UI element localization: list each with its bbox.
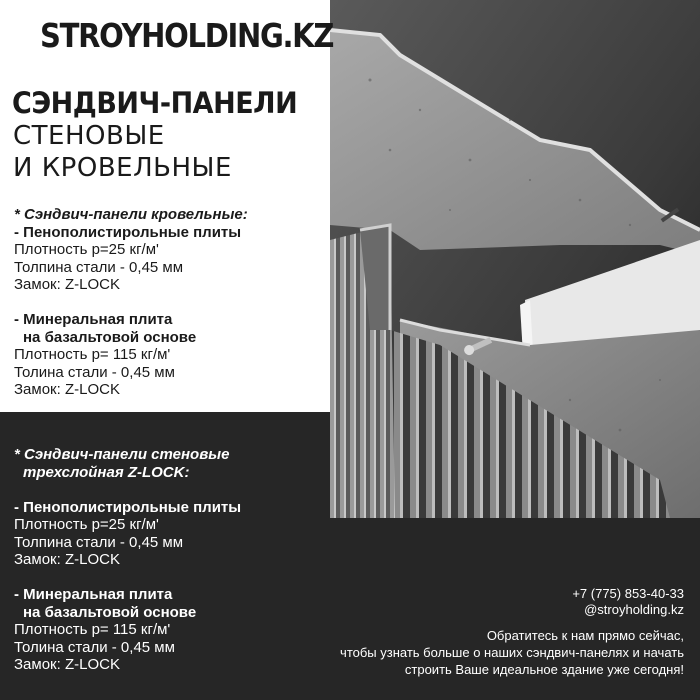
wall-mineral-steel: Толина стали - 0,45 мм xyxy=(14,638,175,656)
spacer xyxy=(14,294,248,312)
phone-number[interactable]: +7 (775) 853-40-33 xyxy=(572,586,684,601)
roof-eps-lock: Замок: Z-LOCK xyxy=(14,276,120,293)
wall-heading: * Сэндвич-панели стеновые xyxy=(14,446,230,463)
instagram-handle[interactable]: @stroyholding.kz xyxy=(584,602,684,617)
headline-title: СЭНДВИЧ-ПАНЕЛИ xyxy=(12,86,298,120)
wall-eps-steel: Толпина стали - 0,45 мм xyxy=(14,533,184,551)
roof-mineral-title: - Минеральная плита xyxy=(14,311,173,328)
wall-mineral-title-2: на базальтовой основе xyxy=(23,603,197,621)
roof-mineral-density: Плотность p= 115 кг/м' xyxy=(14,346,171,363)
wall-mineral-lock: Замок: Z-LOCK xyxy=(14,656,120,673)
cta-line-1: Обратитесь к нам прямо сейчас, xyxy=(486,628,684,643)
roof-eps-steel: Толпина стали - 0,45 мм xyxy=(14,258,184,276)
wall-eps-density: Плотность p=25 кг/м' xyxy=(14,516,159,533)
roof-mineral-title-2: на базальтовой основе xyxy=(23,328,197,346)
spacer xyxy=(14,569,241,587)
wall-mineral-density: Плотность p= 115 кг/м' xyxy=(14,621,171,638)
call-to-action xyxy=(340,627,684,678)
roof-heading: * Сэндвич-панели кровельные: xyxy=(14,206,248,223)
headline-subtitle-2: И КРОВЕЛЬНЫЕ xyxy=(13,153,232,183)
wall-eps-lock: Замок: Z-LOCK xyxy=(14,551,120,568)
cta-line-2: чтобы узнать больше о наших сэндвич-панелях и начать xyxy=(340,645,684,660)
wall-eps-title: - Пенополистирольные плиты xyxy=(14,498,242,516)
roof-eps-density: Плотность p=25 кг/м' xyxy=(14,241,159,258)
wall-specs xyxy=(14,446,241,674)
roof-mineral-steel: Толина стали - 0,45 мм xyxy=(14,363,175,381)
wall-mineral-title: - Минеральная плита xyxy=(14,586,173,603)
contact-block xyxy=(572,586,684,618)
spacer xyxy=(14,481,241,499)
cta-line-3: строить Ваше идеальное здание уже сегодня! xyxy=(404,662,684,677)
headline-subtitle-1: СТЕНОВЫЕ xyxy=(13,121,165,151)
roof-eps-title: - Пенополистирольные плиты xyxy=(14,223,242,241)
roof-specs xyxy=(14,206,248,399)
wall-heading-2: трехслойная Z-LOCK: xyxy=(23,463,190,481)
brand-logo-text: STROYHOLDING.KZ xyxy=(40,16,334,55)
sandwich-panel-photo xyxy=(330,0,700,518)
roof-mineral-lock: Замок: Z-LOCK xyxy=(14,381,120,398)
